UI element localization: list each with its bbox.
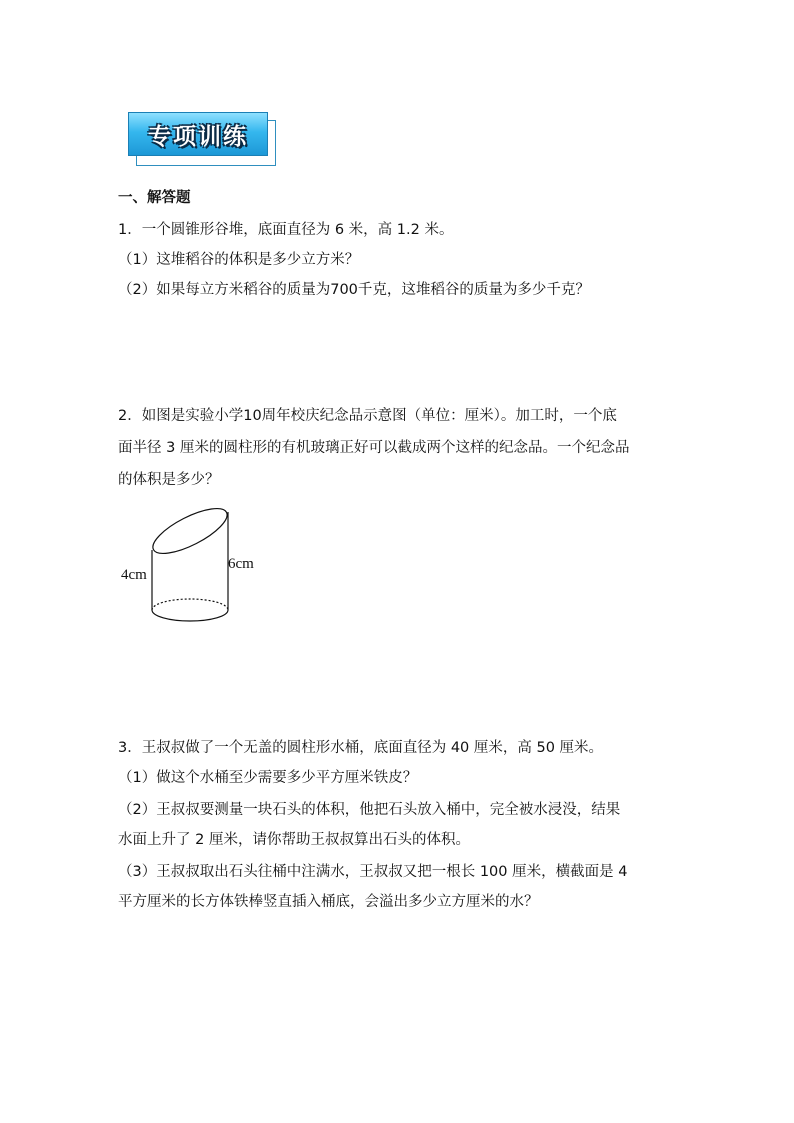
q3-part2-line1: （2）王叔叔要测量一块石头的体积，他把石头放入桶中，完全被水浸没，结果 [118, 802, 621, 818]
q2-line3: 的体积是多少？ [118, 472, 220, 488]
q1-part1: （1）这堆稻谷的体积是多少立方米？ [118, 252, 360, 268]
right-height-label: 6cm [228, 556, 254, 572]
cut-cylinder-figure [118, 500, 278, 640]
left-height-label: 4cm [121, 567, 147, 583]
q3-part2-line2: 水面上升了 2 厘米，请你帮助王叔叔算出石头的体积。 [118, 832, 470, 848]
q2-line1: 2．如图是实验小学10周年校庆纪念品示意图（单位：厘米）。加工时，一个底 [118, 408, 617, 424]
q2-line2: 面半径 3 厘米的圆柱形的有机玻璃正好可以截成两个这样的纪念品。一个纪念品 [118, 440, 630, 456]
base-hidden-arc [152, 599, 228, 610]
q3-part3-line1: （3）王叔叔取出石头往桶中注满水，王叔叔又把一根长 100 厘米，横截面是 4 [118, 864, 628, 880]
q3-part1: （1）做这个水桶至少需要多少平方厘米铁皮？ [118, 770, 418, 786]
q3-part3-line2: 平方厘米的长方体铁棒竖直插入桶底，会溢出多少立方厘米的水？ [118, 894, 539, 910]
q3-stem: 3．王叔叔做了一个无盖的圆柱形水桶，底面直径为 40 厘米，高 50 厘米。 [118, 740, 604, 756]
section-title: 一、解答题 [118, 190, 191, 206]
banner-title: 专项训练 [148, 122, 248, 150]
q1-part2: （2）如果每立方米稻谷的质量为700千克，这堆稻谷的质量为多少千克？ [118, 282, 590, 298]
q1-stem: 1．一个圆锥形谷堆，底面直径为 6 米，高 1.2 米。 [118, 222, 454, 238]
section-banner [128, 112, 278, 164]
banner-box [128, 112, 268, 156]
slanted-top-ellipse [147, 500, 233, 562]
base-front-arc [152, 610, 228, 621]
